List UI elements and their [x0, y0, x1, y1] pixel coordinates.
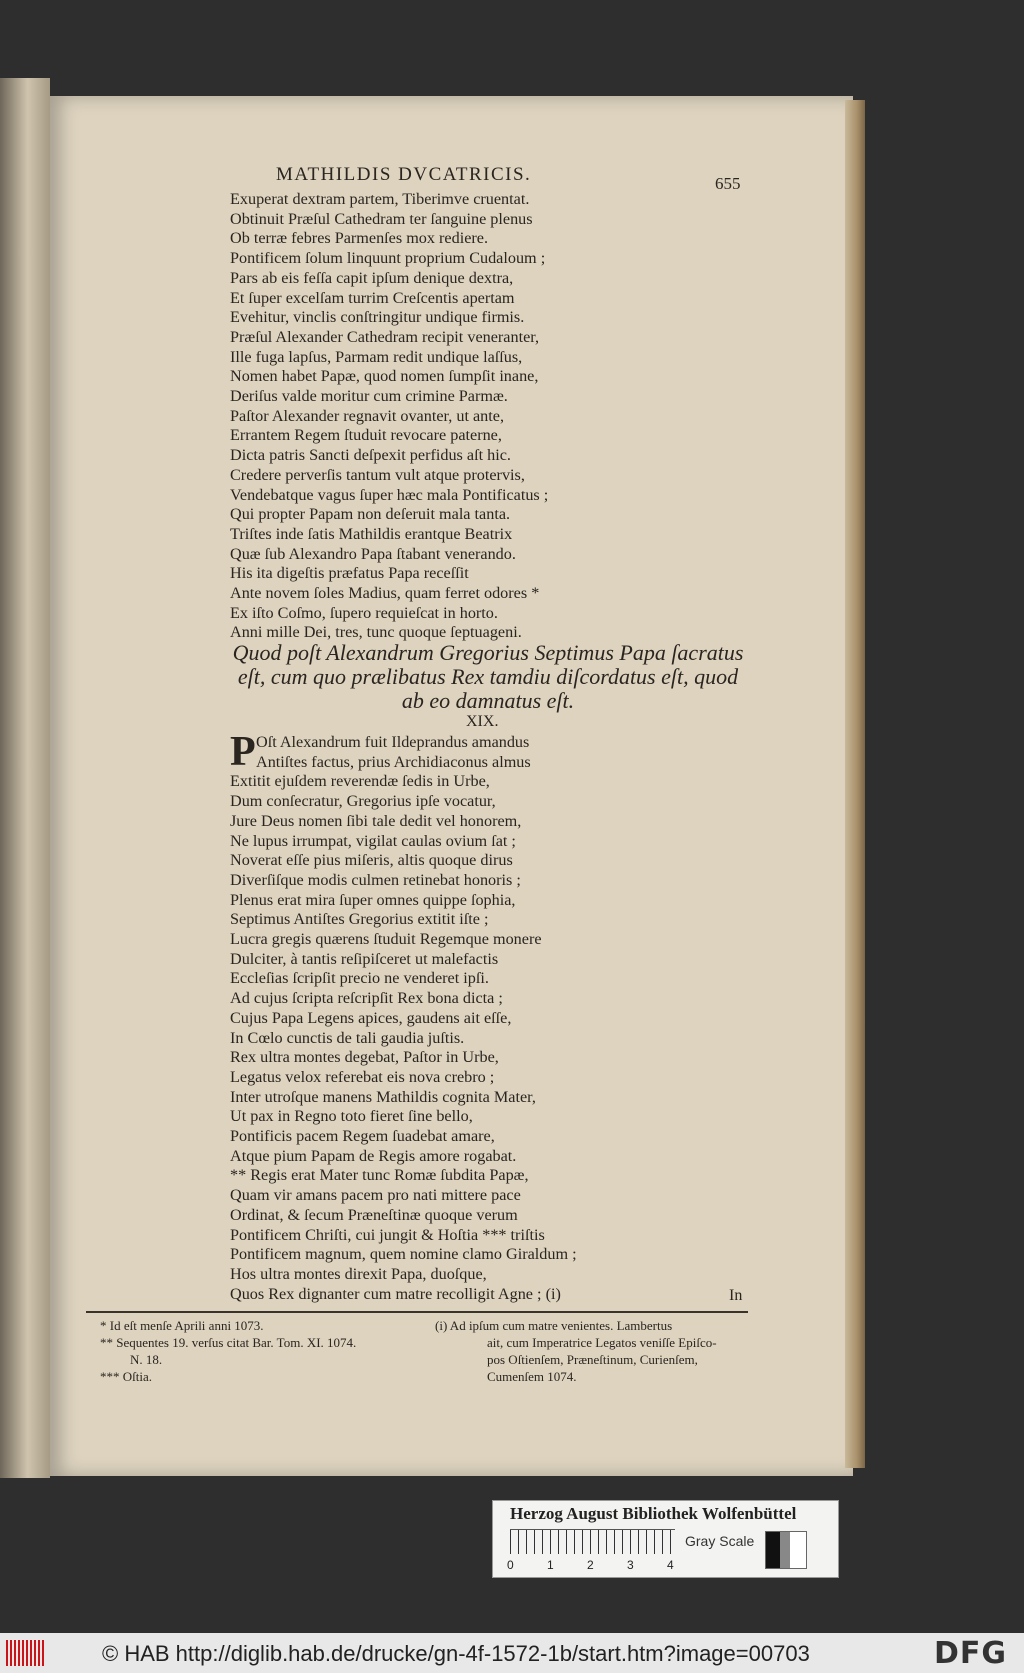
page-stack-edge [845, 100, 865, 1468]
footnote-rule [86, 1311, 748, 1313]
footer-url[interactable]: © HAB http://diglib.hab.de/drucke/gn-4f-1572-1b/start.htm?image=00703 [102, 1641, 810, 1666]
verse-line: Exuperat dextram partem, Tiberimve cruentat. [230, 190, 530, 208]
ruler-number: 3 [627, 1558, 634, 1572]
footnotes-left [100, 1317, 430, 1385]
verse-line: Hos ultra montes direxit Papa, duoſque, [230, 1264, 487, 1283]
verse-line: Qui propter Papam non deſeruit mala tanta. [230, 505, 511, 524]
verse-line: Præſul Alexander Cathedram recipit veneranter, [230, 327, 540, 346]
verse-line: Eccleſias ſcripſit precio ne venderet ipſi. [230, 969, 489, 988]
verse-line: Credere perverſis tantum vult atque protervis, [230, 465, 525, 484]
ruler-number: 1 [547, 1558, 554, 1572]
verse-line: Ob terræ febres Parmenſes mox rediere. [230, 229, 489, 248]
verse-line: Extitit ejuſdem reverendæ ſedis in Urbe, [230, 772, 490, 791]
ruler-number: 2 [587, 1558, 594, 1572]
verse-line: Noverat eſſe pius miſeris, altis quoque dirus [230, 851, 513, 870]
verse-line: Ex iſto Coſmo, ſupero requieſcat in horto. [230, 603, 498, 622]
verse-line: Ordinat, & ſecum Præneſtinæ quoque verum [230, 1205, 518, 1224]
verse-line: Quæ ſub Alexandro Papa ſtabant venerando. [230, 544, 516, 563]
verse-line: Quos Rex dignanter cum matre recolligit Agne ; (i) [230, 1284, 561, 1303]
verse-line: Pontificem ſolum linquunt proprium Cudaloum ; [230, 249, 546, 268]
facing-page-edge [0, 78, 50, 1478]
dfg-logo: DFG [934, 1636, 1008, 1671]
gray-scale-swatch [765, 1531, 807, 1569]
verse-line: His ita digeſtis præfatus Papa receſſit [230, 564, 469, 583]
footnote: Cumenſem 1074. [487, 1369, 577, 1384]
viewer-footer [0, 1633, 1024, 1673]
verse-line: Nomen habet Papæ, quod nomen ſumpſit inane, [230, 367, 539, 386]
footnote: * Id eſt menſe Aprili anni 1073. [100, 1318, 264, 1333]
footnote: ait, cum Imperatrice Legatos veniſſe Epiſco- [487, 1335, 717, 1350]
verse-line: Septimus Antiſtes Gregorius extitit iſte ; [230, 910, 489, 929]
verse-line: Cujus Papa Legens apices, gaudens ait eſſe, [230, 1008, 512, 1027]
verse-line: Ille fuga lapſus, Parmam redit undique laſſus, [230, 347, 523, 366]
verse-line: Quam vir amans pacem pro nati mittere pace [230, 1186, 521, 1205]
verse-line: Vendebatque vagus ſuper hæc mala Pontificatus ; [230, 485, 549, 504]
verse-line: Plenus erat mira ſuper omnes quippe ſophia, [230, 890, 516, 909]
verse-line: Ante novem ſoles Madius, quam ferret odores * [230, 584, 540, 603]
verse-line: Anni mille Dei, tres, tunc quoque ſeptuageni. [230, 623, 522, 642]
verse-line: In Cœlo cunctis de tali gaudia juſtis. [230, 1028, 465, 1047]
ruler-number: 4 [667, 1558, 674, 1572]
verse-line: Pontificis pacem Regem ſuadebat amare, [230, 1127, 495, 1146]
footnote: *** Oſtia. [100, 1369, 152, 1384]
chapter-heading: Quod poſt Alexandrum Gregorius Septimus Papa ſacratus eſt, cum quo prælibatus Rex tamdiu diſcordatus eſt, quod ab eo damnatus eſt. [232, 640, 744, 713]
verse-line: Dicta patris Sancti deſpexit perfidus aſt hic. [230, 446, 511, 465]
barcode-icon [6, 1640, 46, 1666]
verse-line: Dulciter, à tantis reſipiſceret ut malefactis [230, 949, 499, 968]
catchword: In [729, 1287, 743, 1304]
drop-cap: P [230, 729, 256, 775]
verse-line: Ut pax in Regno toto fieret ſine bello, [230, 1107, 473, 1126]
verse-line: Et ſuper excelſam turrim Creſcentis apertam [230, 288, 515, 307]
ruler-number: 0 [507, 1558, 514, 1572]
page-number: 655 [715, 174, 741, 193]
chapter-number: XIX. [466, 713, 499, 730]
verse-line: Obtinuit Præſul Cathedram ter ſanguine plenus [230, 209, 533, 228]
verse-line: Jure Deus nomen ſibi tale dedit vel honorem, [230, 811, 522, 830]
gray-scale-label: Gray Scale [685, 1533, 755, 1549]
verse-line: Errantem Regem ſtuduit revocare paterne, [230, 426, 502, 445]
verse-line: Oſt Alexandrum fuit Ildeprandus amandus [256, 733, 530, 751]
verse-line: Inter utroſque manens Mathildis cognita Mater, [230, 1087, 536, 1106]
verse-line: Ad cujus ſcripta reſcripſit Rex bona dicta ; [230, 989, 503, 1008]
ruler-icon [510, 1529, 675, 1554]
verse-line: Dum conſecratur, Gregorius ipſe vocatur, [230, 792, 496, 811]
verse-line: ** Regis erat Mater tunc Romæ ſubdita Papæ, [230, 1166, 529, 1185]
verse-line: Paſtor Alexander regnavit ovanter, ut ante, [230, 406, 504, 425]
library-scale-label [492, 1500, 839, 1578]
verse-line: Rex ultra montes degebat, Paſtor in Urbe, [230, 1048, 499, 1067]
footnotes-right [435, 1317, 755, 1385]
footnote: ** Sequentes 19. verſus citat Bar. Tom. XI. 1074. [100, 1335, 357, 1350]
verse-line: Ne lupus irrumpat, vigilat caulas ovium ſat ; [230, 831, 516, 850]
footnote: (i) Ad ipſum cum matre venientes. Lambertus [435, 1318, 673, 1333]
verse-line: Atque pium Papam de Regis amore rogabat. [230, 1146, 517, 1165]
verse-line: Pars ab eis feſſa capit ipſum denique dextra, [230, 268, 514, 287]
verse-line: Deriſus valde moritur cum crimine Parmæ. [230, 387, 508, 406]
verse-line: Pontificem Chriſti, cui jungit & Hoſtia *** triſtis [230, 1225, 545, 1244]
verse-line: Legatus velox referebat eis nova crebro ; [230, 1067, 495, 1086]
verse-line: Triſtes inde ſatis Mathildis erantque Beatrix [230, 524, 513, 543]
verse-line: Diverſiſque modis culmen retinebat honoris ; [230, 870, 521, 889]
verse-block-2 [230, 729, 770, 1304]
verse-block-1 [230, 190, 760, 643]
verse-line: Pontificem magnum, quem nomine clamo Giraldum ; [230, 1245, 577, 1264]
verse-line: Antiſtes factus, prius Archidiaconus almus [256, 752, 531, 771]
verse-line: Evehitur, vinclis conſtringitur undique firmis. [230, 308, 525, 327]
footnote: pos Oſtienſem, Præneſtinum, Curienſem, [487, 1352, 698, 1367]
footnote: N. 18. [130, 1352, 163, 1367]
running-head: MATHILDIS DVCATRICIS. [276, 164, 532, 185]
library-name: Herzog August Bibliothek Wolfenbüttel [510, 1504, 797, 1523]
verse-line: Lucra gregis quærens ſtuduit Regemque monere [230, 930, 542, 949]
